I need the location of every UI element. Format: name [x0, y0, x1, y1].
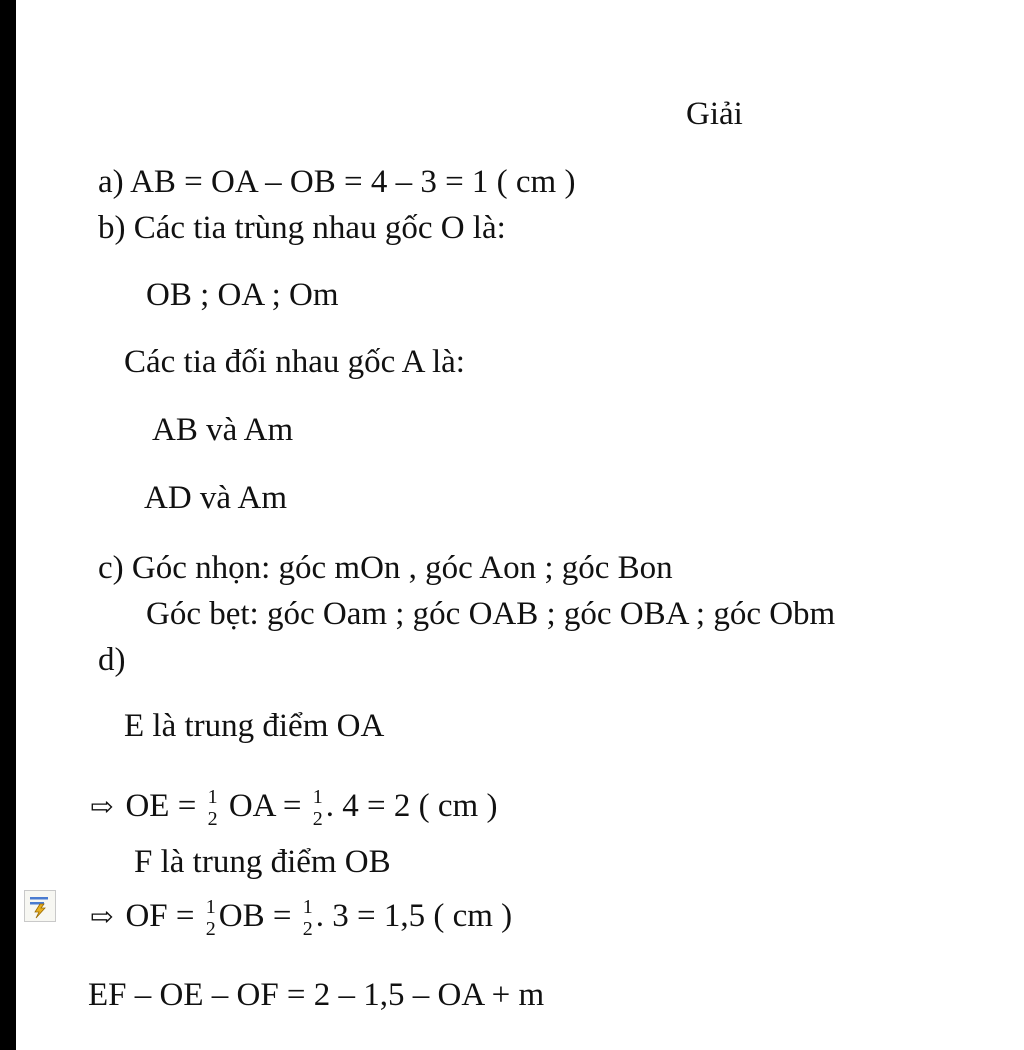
smart-tag-icon[interactable] — [24, 890, 56, 922]
implies-arrow-icon: ⇨ — [90, 902, 114, 933]
implies-arrow-icon: ⇨ — [90, 792, 114, 823]
part-c-straight: Góc bẹt: góc Oam ; góc OAB ; góc OBA ; góc Obm — [146, 596, 836, 632]
same-rays: OB ; OA ; Om — [146, 277, 339, 313]
ef-equation: EF – OE – OF = 2 – 1,5 – OA + m — [88, 977, 545, 1013]
part-d-label: d) — [98, 642, 126, 678]
fraction-one-half: 1 2 — [207, 786, 218, 831]
page-title: Giải — [686, 96, 743, 132]
opposite-rays-title: Các tia đối nhau gốc A là: — [124, 344, 465, 380]
fraction-one-half: 1 2 — [302, 896, 313, 941]
fraction-one-half: 1 2 — [312, 786, 323, 831]
e-midpoint: E là trung điểm OA — [124, 708, 385, 744]
left-margin-bar — [0, 0, 16, 1050]
fraction-one-half: 1 2 — [205, 896, 216, 941]
opposite-pair-1: AB và Am — [152, 412, 294, 448]
opposite-pair-2: AD và Am — [144, 480, 287, 516]
part-c-acute: c) Góc nhọn: góc mOn , góc Aon ; góc Bon — [98, 550, 673, 586]
part-a: a) AB = OA – OB = 4 – 3 = 1 ( cm ) — [98, 164, 576, 200]
oe-equation: ⇨ OE = 1 2 OA = 1 2 . 4 = 2 ( cm ) — [90, 786, 498, 831]
f-midpoint: F là trung điểm OB — [134, 844, 391, 880]
part-b-label: b) Các tia trùng nhau gốc O là: — [98, 210, 506, 246]
of-equation: ⇨ OF = 1 2 OB = 1 2 . 3 = 1,5 ( cm ) — [90, 896, 513, 941]
